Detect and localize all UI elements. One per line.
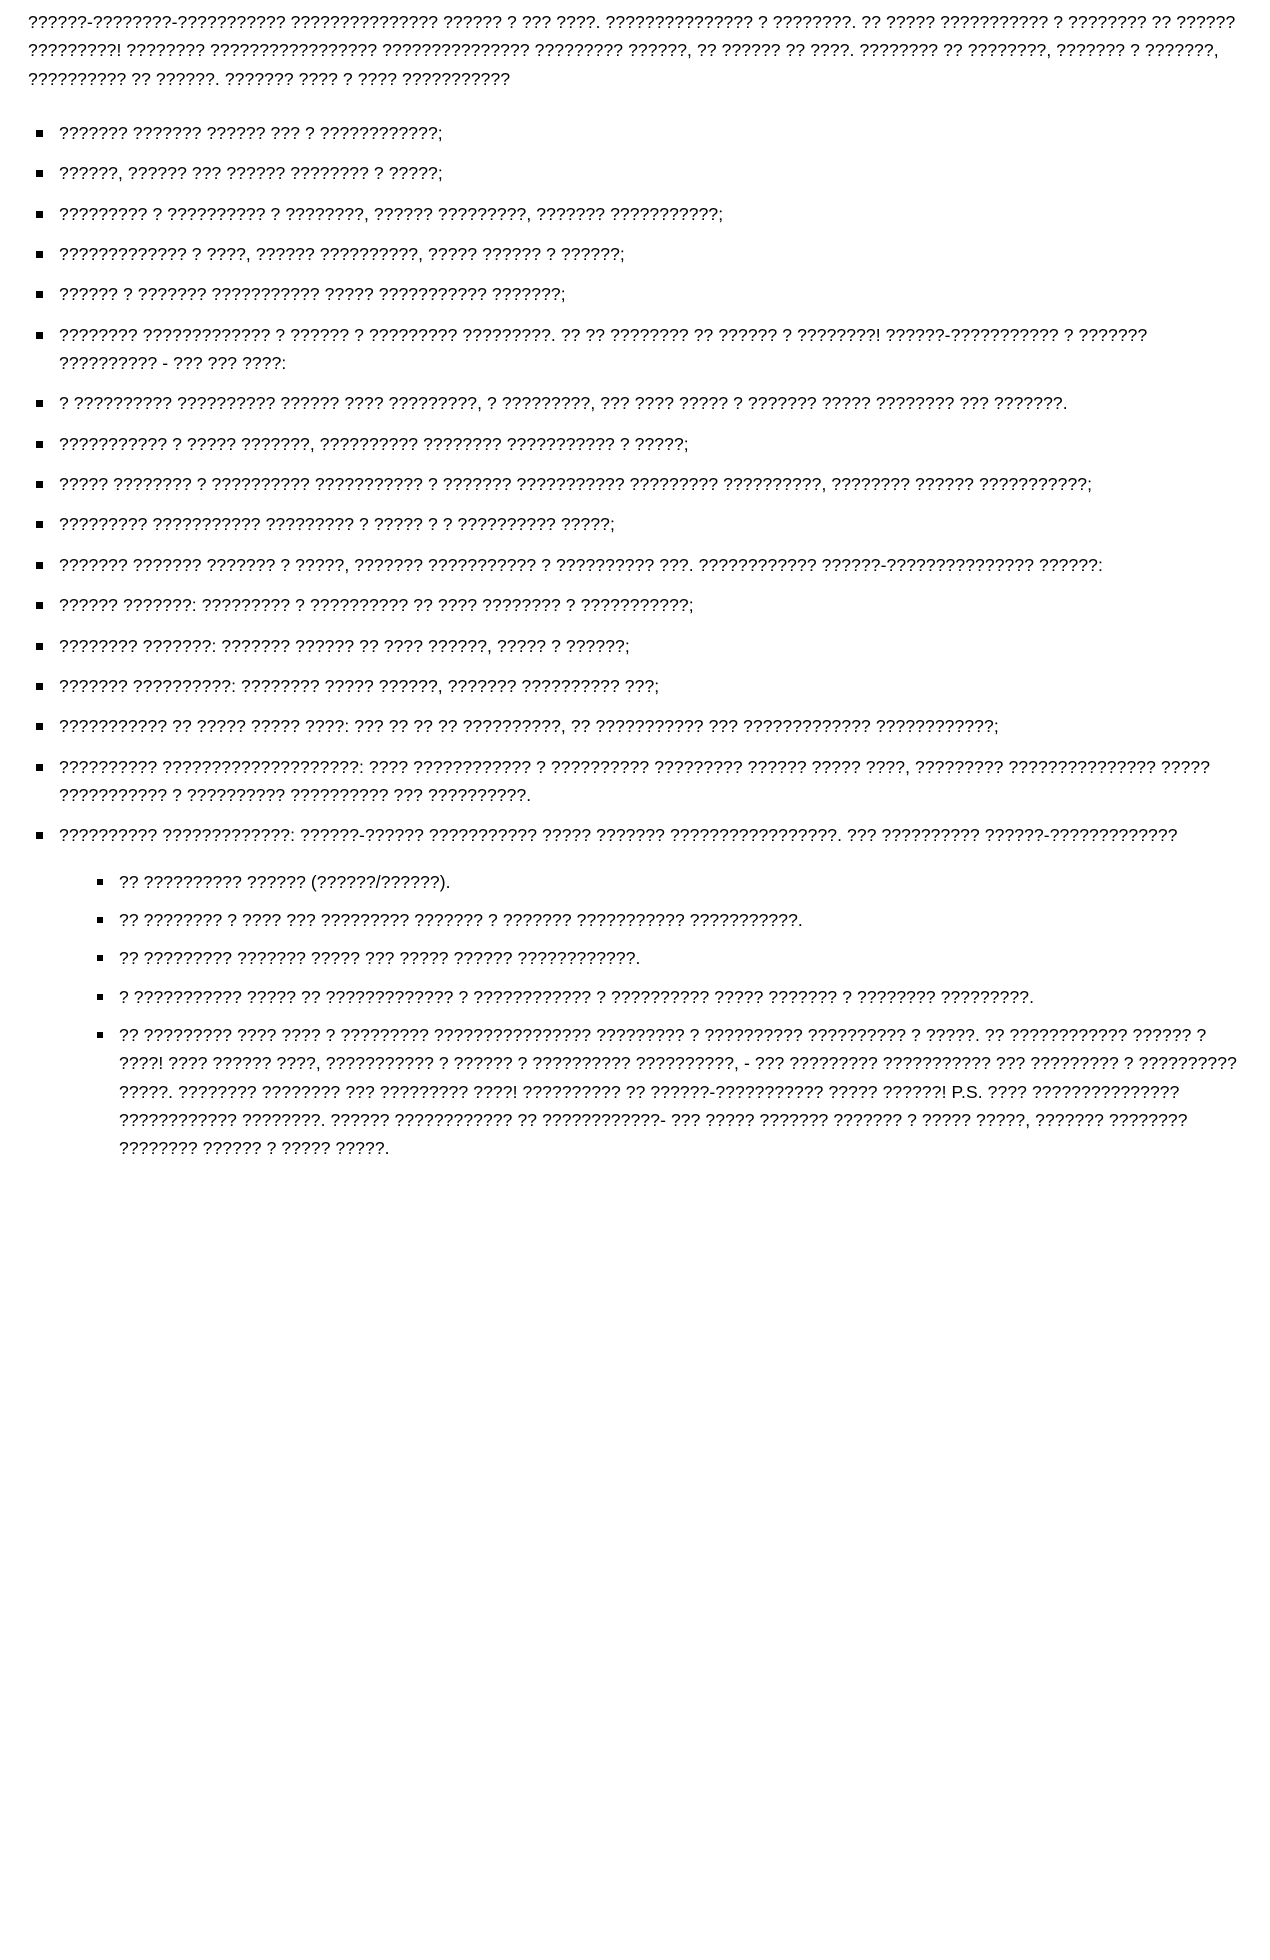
list-item-text: ?????????? ?????????????: ??????-?????? ??????????? ????? ??????? ?????????????????. ??? ?????????? ??????-????????????? <box>59 825 1178 846</box>
list-item: ???????? ????????????? ? ?????? ? ????????? ?????????. ?? ?? ???????? ?? ?????? ? ????????! ??????-??????????? ? ??????? ?????????? - ??? ??? ????: <box>28 321 1240 378</box>
list-item: ??????? ??????? ??????? ? ?????, ??????? ??????????? ? ?????????? ???. ???????????? ??????-??????????????? ??????: <box>28 551 1240 579</box>
list-item: ?? ????????? ???? ???? ? ????????? ???????????????? ????????? ? ?????????? ?????????? ? ?????. ?? ???????????? ?????? ? ????! ???? ?????? ????, ??????????? ? ?????? ? ?????????? ??????????, - ??? ????????? ??????????? ??? ????????? ? ?????????? ?????. ???????? ???????? ??? ????????? ????! ?????????? ?? ??????-??????????? ????? ??????! P.S. ???? ??????????????? ???????????? ????????. ?????? ???????????? ?? ????????????- ??? ????? ??????? ??????? ? ????? ?????, ??????? ???????? ???????? ?????? ? ????? ?????. <box>91 1021 1240 1163</box>
list-item: ?????? ???????: ????????? ? ?????????? ?? ???? ???????? ? ???????????; <box>28 591 1240 619</box>
list-item: ?? ????????? ??????? ????? ??? ????? ?????? ????????????. <box>91 944 1240 972</box>
list-item: ?????????? ????????????????????: ???? ???????????? ? ?????????? ????????? ?????? ????? ????, ????????? ??????????????? ????? ??????????? ? ?????????? ?????????? ??? ??????????. <box>28 753 1240 810</box>
list-item: ??????????? ?? ????? ????? ????: ??? ?? ?? ?? ??????????, ?? ??????????? ??? ????????????? ????????????; <box>28 712 1240 740</box>
main-bullet-list <box>28 119 1240 1163</box>
list-item: ????????? ??????????? ????????? ? ????? ? ? ?????????? ?????; <box>28 510 1240 538</box>
list-item <box>28 821 1240 1162</box>
list-item: ????????? ? ?????????? ? ????????, ?????? ?????????, ??????? ???????????; <box>28 200 1240 228</box>
list-item: ????????????? ? ????, ?????? ??????????, ????? ?????? ? ??????; <box>28 240 1240 268</box>
list-item: ??????? ??????????: ???????? ????? ??????, ??????? ?????????? ???; <box>28 672 1240 700</box>
list-item: ?? ???????? ? ???? ??? ????????? ??????? ? ??????? ??????????? ???????????. <box>91 906 1240 934</box>
intro-paragraph: ??????-????????-??????????? ??????????????? ?????? ? ??? ????. ??????????????? ? ????????. ?? ????? ??????????? ? ???????? ?? ?????? ?????????! ???????? ????????????????? ??????????????? ????????? ??????, ?? ?????? ?? ????. ???????? ?? ????????, ??????? ? ???????, ?????????? ?? ??????. ??????? ???? ? ???? ??????????? <box>28 12 1236 89</box>
list-item: ??????? ??????? ?????? ??? ? ????????????; <box>28 119 1240 147</box>
list-item: ???????? ???????: ??????? ?????? ?? ???? ??????, ????? ? ??????; <box>28 632 1240 660</box>
sub-bullet-list <box>59 868 1240 1163</box>
list-item: ?? ?????????? ?????? (??????/??????). <box>91 868 1240 896</box>
list-item: ? ??????????? ????? ?? ????????????? ? ???????????? ? ?????????? ????? ??????? ? ???????? ?????????. <box>91 983 1240 1011</box>
list-item: ????? ???????? ? ?????????? ??????????? ? ??????? ??????????? ????????? ??????????, ???????? ?????? ???????????; <box>28 470 1240 498</box>
list-item: ? ?????????? ?????????? ?????? ???? ?????????, ? ?????????, ??? ???? ????? ? ??????? ????? ???????? ??? ???????. <box>28 389 1240 417</box>
list-item: ??????, ?????? ??? ?????? ???????? ? ?????; <box>28 159 1240 187</box>
list-item: ?????? ? ??????? ??????????? ????? ??????????? ???????; <box>28 280 1240 308</box>
list-item: ??????????? ? ????? ???????, ?????????? ???????? ??????????? ? ?????; <box>28 430 1240 458</box>
